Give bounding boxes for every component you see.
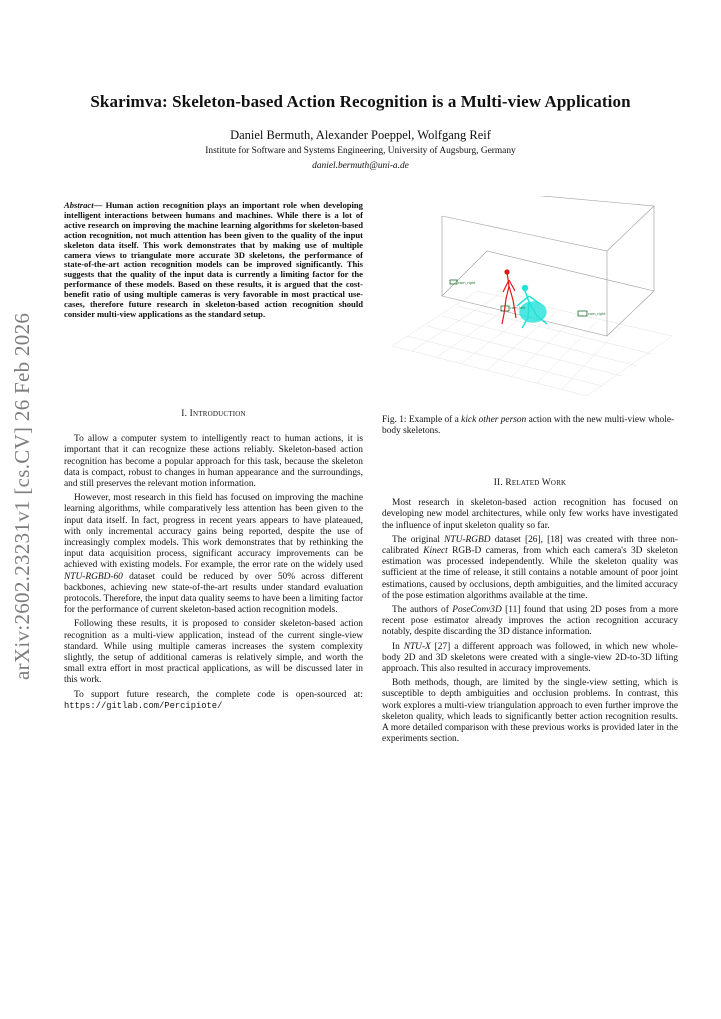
- skeleton-3d-render: [382, 196, 678, 406]
- related-paragraph: The original NTU-RGBD dataset [26], [18] was created with three non-calibrated Kinect RGB-D cameras, from which each camera's 3D skeleton estimation was processed independently. While the skeleton quality was sufficient at the time of release, it still contains a notable amount of poor joint estimations, caused by occlusions, depth ambiguities, and the limited accuracy of the pose estimation algorithms available at the time.: [382, 534, 678, 601]
- related-paragraph: Both methods, though, are limited by the single-view setting, which is susceptible to depth ambiguities and occlusion problems. In contrast, this work explores a multi-view triangulation approach to even further improve the skeleton quality, which leads to significantly better action recognition results. A more detailed comparison with these previous works is provided later in the experiments section.: [382, 678, 678, 745]
- abstract-label: Abstract: [64, 200, 94, 210]
- intro-paragraph: To support future research, the complete code is open-sourced at: https://gitlab.com/Percipiote/: [64, 689, 363, 711]
- figure-1-3d-skeleton-plot: [382, 196, 678, 406]
- camera-tag: cam_right: [458, 281, 476, 285]
- svg-text:·: ·: [674, 238, 676, 242]
- camera-markers: [450, 280, 587, 316]
- abstract: Abstract— Human action recognition plays an important role when developing intelligent interactions between humans and machines. While there is a lot of active research on improving the machine learning algorithms for skeleton-based action recognition, not much attention has been given to the quality of the input skeleton data itself. This work demonstrates that by making use of multiple camera views to triangulate more accurate 3D skeletons, the performance of state-of-the-art action recognition models can be improved significantly. This suggests that the quality of the input data is currently a limiting factor for the performance of these models. Based on these results, it is argued that the cost-benefit ratio of using multiple cameras is very favorable in most practical use-cases, therefore future research in skeleton-based action recognition should consider multi-view applications as the standard setup.: [64, 200, 363, 319]
- code-url[interactable]: https://gitlab.com/Percipiote/: [64, 700, 223, 711]
- abstract-text: Human action recognition plays an important role when developing intelligent interactions between humans and machines. While there is a lot of active research on improving the machine learning algorithms for skeleton-based action recognition, not much attention has been given to the quality of the input skeleton data itself. This work demonstrates that by making use of multiple camera views to triangulate more accurate 3D skeletons, the performance of state-of-the-art action recognition models can be improved significantly. This suggests that the quality of the input data is currently a limiting factor for the performance of these models. Based on these results, it is argued that the cost-benefit ratio of using multiple cameras is very favorable in most practical use-cases, therefore future research in skeleton-based action recognition should consider multi-view applications as the standard setup.: [64, 200, 363, 319]
- intro-section: [64, 409, 363, 712]
- related-work-section: [382, 478, 678, 745]
- related-heading: II. Related Work: [493, 478, 567, 488]
- author-email: daniel.bermuth@uni-a.de: [312, 161, 409, 171]
- paper-authors: Daniel Bermuth, Alexander Poeppel, Wolfgang Reif: [230, 128, 491, 142]
- intro-paragraph: However, most research in this field has focused on improving the machine learning algorithms, while comparatively less attention has been given to the input data itself. In fact, progress in recent years appears to have plateaued, with only incremental accuracy gains being reported, despite the use of increasingly complex models. This work demonstrates that by rethinking the input data acquisition process, significant accuracy improvements can be achieved with existing models. For example, the error rate on the widely used NTU-RGBD-60 dataset could be reduced by over 50% across different backbones, achieving new state-of-the-art results under standard evaluation protocols. Therefore, the input data quality seems to have been a limiting factor for the performance of current skeleton-based action recognition models.: [64, 493, 364, 616]
- intro-heading: I. Introduction: [181, 409, 246, 419]
- related-paragraph: Most research in skeleton-based action recognition has focused on developing new model architectures, while only few works have investigated the influence of input skeleton quality so far.: [382, 498, 678, 531]
- paper-title: Skarimva: Skeleton-based Action Recognition is a Multi-view Application: [90, 92, 631, 111]
- intro-paragraph: To allow a computer system to intelligently react to human actions, it is important that it can recognize these actions reliably. Skeleton-based action recognition has become a popular approach for this task, because the skeleton data is compact, robust to changes in human appearance and the surroundings, and still preserves the relevant motion information.: [64, 434, 363, 490]
- svg-text:·: ·: [674, 268, 676, 272]
- svg-text:·: ·: [674, 298, 676, 302]
- paper-affiliation: Institute for Software and Systems Engineering, University of Augsburg, Germany: [205, 146, 516, 156]
- camera-tag: cam_left: [510, 306, 525, 310]
- intro-paragraph: Following these results, it is proposed to consider skeleton-based action recognition as a multi-view application, instead of the current single-view standard. While using multiple cameras increases the system complexity slightly, the setup of additional cameras is relatively simple, and worth the small extra effort in most practical applications, as will be discussed later in this work.: [64, 619, 363, 686]
- related-paragraph: The authors of PoseConv3D [11] found that using 2D poses from a more recent pose estimator already improves the action recognition accuracy notably, despite discarding the 3D distance information.: [382, 605, 678, 638]
- camera-tag: cam_right: [588, 312, 606, 316]
- figure-caption: Fig. 1: Example of a kick other person action with the new multi-view whole-body skeletons.: [382, 415, 675, 437]
- related-paragraph: In NTU-X [27] a different approach was followed, in which new whole-body 2D and 3D skeletons were created with a single-view 2D-to-3D lifting approach. This also resulted in accuracy improvements.: [382, 641, 679, 675]
